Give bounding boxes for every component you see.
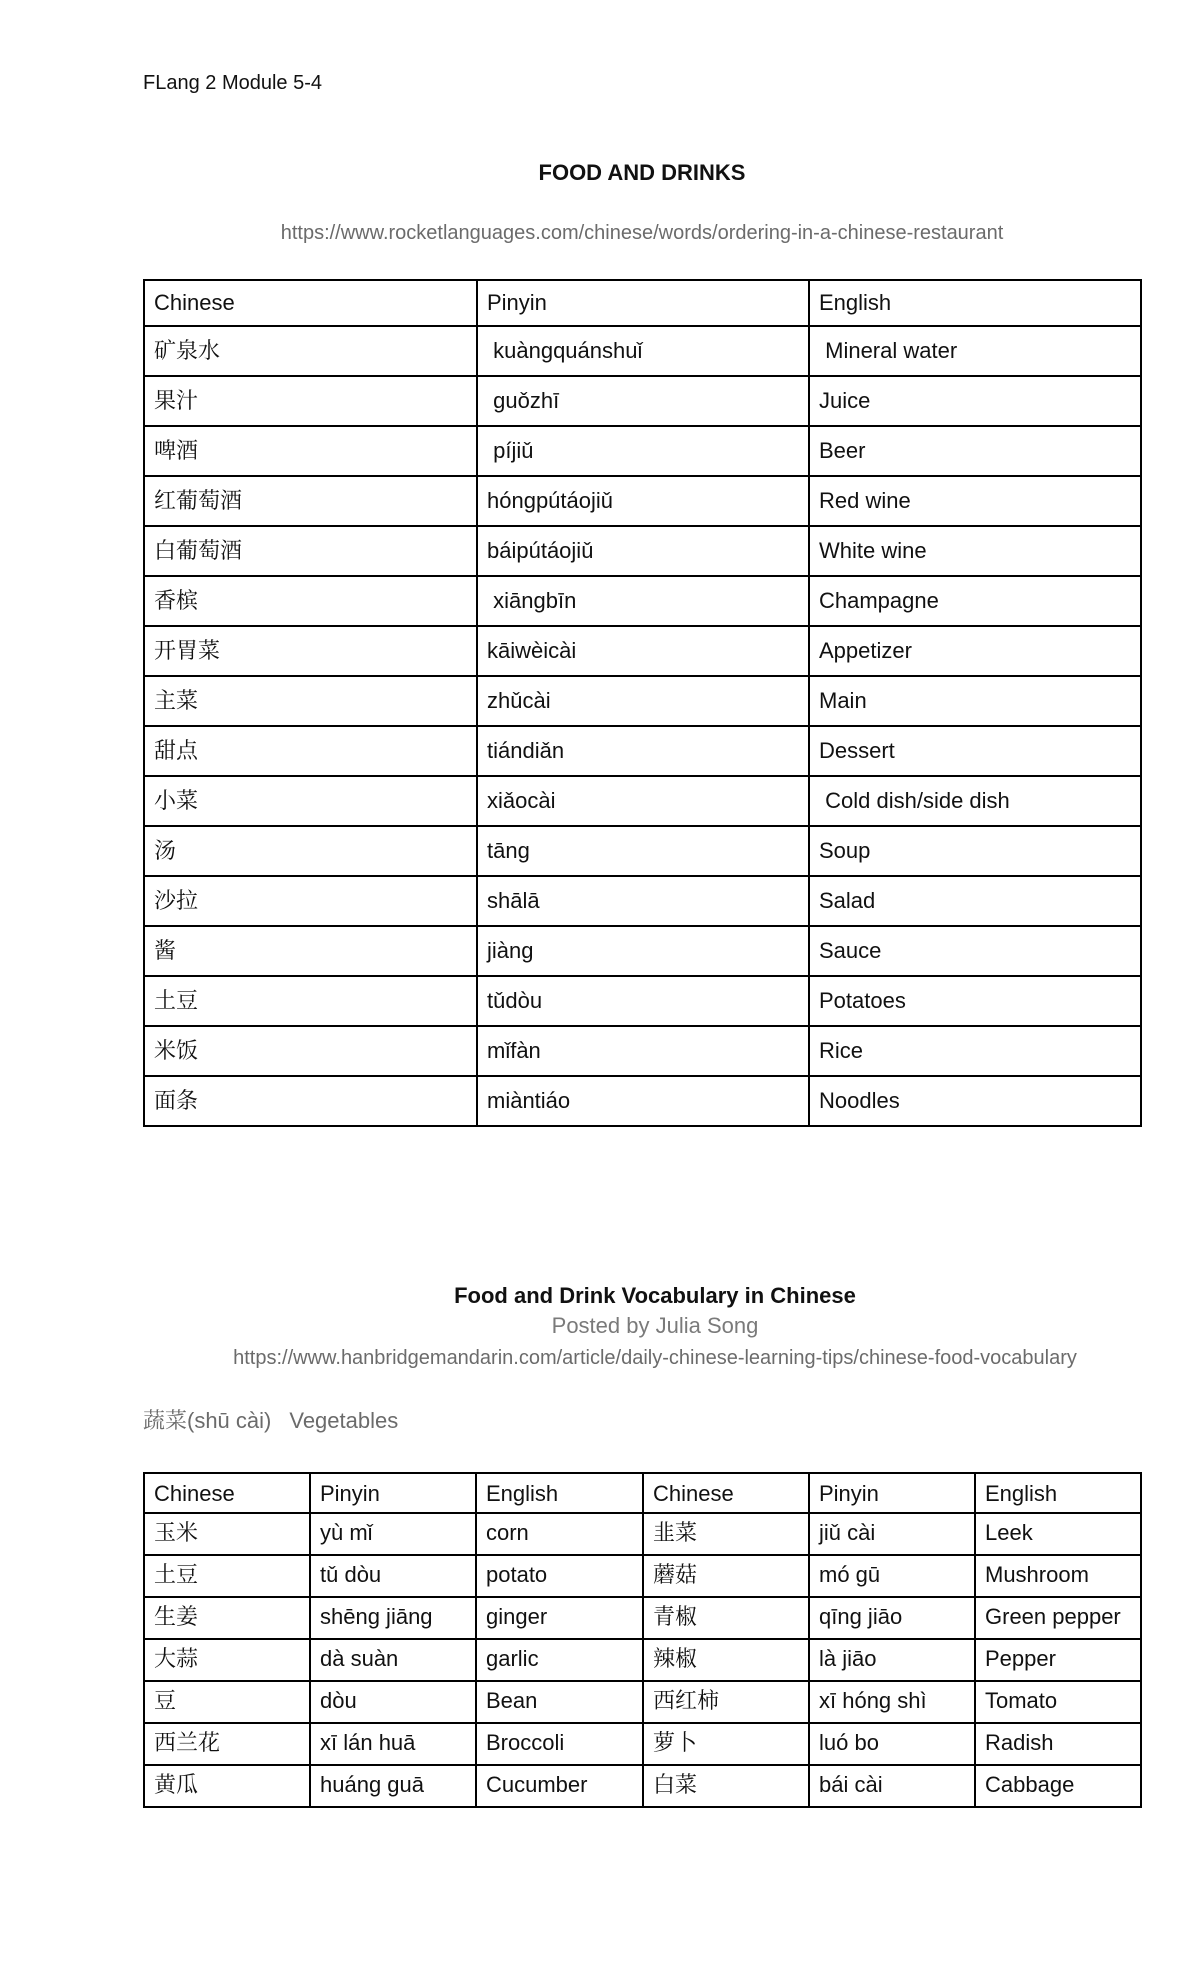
table-cell: xī hóng shì [809, 1681, 975, 1723]
table-cell: 土豆 [144, 1555, 310, 1597]
table-cell: 生姜 [144, 1597, 310, 1639]
table-row [144, 1026, 1141, 1076]
table-cell: shālā [477, 876, 809, 926]
table-cell: tiándiǎn [477, 726, 809, 776]
table-row [144, 926, 1141, 976]
table-cell: ginger [476, 1597, 643, 1639]
column-header: English [809, 280, 1141, 326]
table-cell: Rice [809, 1026, 1141, 1076]
table-row [144, 476, 1141, 526]
table-cell: 土豆 [144, 976, 477, 1026]
table-header-row [144, 280, 1141, 326]
column-header: Pinyin [809, 1473, 975, 1513]
column-header: Chinese [144, 1473, 310, 1513]
table-cell: shēng jiāng [310, 1597, 476, 1639]
table-row [144, 376, 1141, 426]
table-row [144, 1765, 1141, 1807]
category-english: Vegetables [289, 1408, 399, 1433]
table-cell: Leek [975, 1513, 1141, 1555]
table-cell: zhǔcài [477, 676, 809, 726]
table-cell: 玉米 [144, 1513, 310, 1555]
table-cell: huáng guā [310, 1765, 476, 1807]
table-cell: 面条 [144, 1076, 477, 1126]
author-line: Posted by Julia Song [551, 1313, 759, 1338]
table-cell: 白葡萄酒 [144, 526, 477, 576]
table-cell: Mineral water [809, 326, 1141, 376]
table-cell: dòu [310, 1681, 476, 1723]
column-header: Pinyin [477, 280, 809, 326]
table-cell: 西红柿 [643, 1681, 809, 1723]
table-cell: xiǎocài [477, 776, 809, 826]
column-header: English [476, 1473, 643, 1513]
table-cell: 开胃菜 [144, 626, 477, 676]
table-cell: qīng jiāo [809, 1597, 975, 1639]
table-cell: 米饭 [144, 1026, 477, 1076]
food-drinks-table [143, 279, 1142, 1127]
table-cell: White wine [809, 526, 1141, 576]
table-header-row [144, 1473, 1141, 1513]
table-cell: Red wine [809, 476, 1141, 526]
table-row [144, 426, 1141, 476]
table-cell: kāiwèicài [477, 626, 809, 676]
table-cell: 红葡萄酒 [144, 476, 477, 526]
table-cell: 大蒜 [144, 1639, 310, 1681]
table-cell: 主菜 [144, 676, 477, 726]
table-row [144, 726, 1141, 776]
table-cell: Sauce [809, 926, 1141, 976]
table-cell: 汤 [144, 826, 477, 876]
table-cell: 果汁 [144, 376, 477, 426]
table-cell: Potatoes [809, 976, 1141, 1026]
table-cell: Bean [476, 1681, 643, 1723]
table-cell: tǔdòu [477, 976, 809, 1026]
table-row [144, 826, 1141, 876]
table-row [144, 1555, 1141, 1597]
table-row [144, 1723, 1141, 1765]
table-cell: 萝卜 [643, 1723, 809, 1765]
table-cell: 小菜 [144, 776, 477, 826]
table-cell: 白菜 [643, 1765, 809, 1807]
table-row [144, 976, 1141, 1026]
table-cell: mó gū [809, 1555, 975, 1597]
table-cell: yù mǐ [310, 1513, 476, 1555]
table-row [144, 776, 1141, 826]
section-title-food-and-drinks: FOOD AND DRINKS [538, 160, 746, 185]
table-cell: 蘑菇 [643, 1555, 809, 1597]
table-cell: Soup [809, 826, 1141, 876]
table-cell: 酱 [144, 926, 477, 976]
table-cell: dà suàn [310, 1639, 476, 1681]
table-cell: 啤酒 [144, 426, 477, 476]
table-row [144, 626, 1141, 676]
table-cell: kuàngquánshuǐ [477, 326, 809, 376]
vegetables-table [143, 1472, 1142, 1808]
table-cell: tāng [477, 826, 809, 876]
table-cell: Mushroom [975, 1555, 1141, 1597]
table-row [144, 676, 1141, 726]
table-cell: 青椒 [643, 1597, 809, 1639]
table-cell: Beer [809, 426, 1141, 476]
table-cell: mǐfàn [477, 1026, 809, 1076]
category-chinese: 蔬菜(shū cài) [143, 1408, 272, 1433]
table-cell: miàntiáo [477, 1076, 809, 1126]
table-cell: luó bo [809, 1723, 975, 1765]
table-cell: Juice [809, 376, 1141, 426]
table-row [144, 1681, 1141, 1723]
table-cell: jiǔ cài [809, 1513, 975, 1555]
table-cell: Tomato [975, 1681, 1141, 1723]
table-cell: Appetizer [809, 626, 1141, 676]
table-cell: 韭菜 [643, 1513, 809, 1555]
table-cell: Salad [809, 876, 1141, 926]
column-header: English [975, 1473, 1141, 1513]
table-cell: corn [476, 1513, 643, 1555]
column-header: Chinese [643, 1473, 809, 1513]
table-row [144, 1513, 1141, 1555]
column-header: Pinyin [310, 1473, 476, 1513]
table-cell: xī lán huā [310, 1723, 476, 1765]
column-header: Chinese [144, 280, 477, 326]
table-cell: 黄瓜 [144, 1765, 310, 1807]
table-row [144, 326, 1141, 376]
table-cell: Radish [975, 1723, 1141, 1765]
table-cell: tǔ dòu [310, 1555, 476, 1597]
table-cell: bái cài [809, 1765, 975, 1807]
table-cell: jiàng [477, 926, 809, 976]
table-cell: Cucumber [476, 1765, 643, 1807]
table-cell: Cabbage [975, 1765, 1141, 1807]
table-row [144, 876, 1141, 926]
table-cell: potato [476, 1555, 643, 1597]
table-cell: 沙拉 [144, 876, 477, 926]
table-cell: Cold dish/side dish [809, 776, 1141, 826]
table-cell: 辣椒 [643, 1639, 809, 1681]
table-cell: Main [809, 676, 1141, 726]
table-cell: píjiǔ [477, 426, 809, 476]
source-url-rocketlanguages[interactable]: https://www.rocketlanguages.com/chinese/words/ordering-in-a-chinese-restaurant [280, 222, 1004, 244]
table-row [144, 1597, 1141, 1639]
table-cell: guǒzhī [477, 376, 809, 426]
section-title-vocabulary: Food and Drink Vocabulary in Chinese [454, 1283, 856, 1308]
table-cell: 甜点 [144, 726, 477, 776]
table-cell: 香槟 [144, 576, 477, 626]
table-cell: 西兰花 [144, 1723, 310, 1765]
table-cell: Noodles [809, 1076, 1141, 1126]
table-cell: 矿泉水 [144, 326, 477, 376]
table-row [144, 576, 1141, 626]
table-cell: là jiāo [809, 1639, 975, 1681]
table-cell: Pepper [975, 1639, 1141, 1681]
table-row [144, 526, 1141, 576]
table-cell: Champagne [809, 576, 1141, 626]
table-row [144, 1639, 1141, 1681]
table-cell: Broccoli [476, 1723, 643, 1765]
table-cell: Green pepper [975, 1597, 1141, 1639]
table-cell: 豆 [144, 1681, 310, 1723]
category-heading [143, 1404, 398, 1435]
table-cell: Dessert [809, 726, 1141, 776]
page-header: FLang 2 Module 5-4 [143, 72, 323, 94]
source-url-hanbridge[interactable]: https://www.hanbridgemandarin.com/article/daily-chinese-learning-tips/chinese-food-vocabulary [233, 1347, 1077, 1369]
table-cell: báipútáojiǔ [477, 526, 809, 576]
table-cell: garlic [476, 1639, 643, 1681]
table-cell: xiāngbīn [477, 576, 809, 626]
table-cell: hóngpútáojiǔ [477, 476, 809, 526]
table-row [144, 1076, 1141, 1126]
